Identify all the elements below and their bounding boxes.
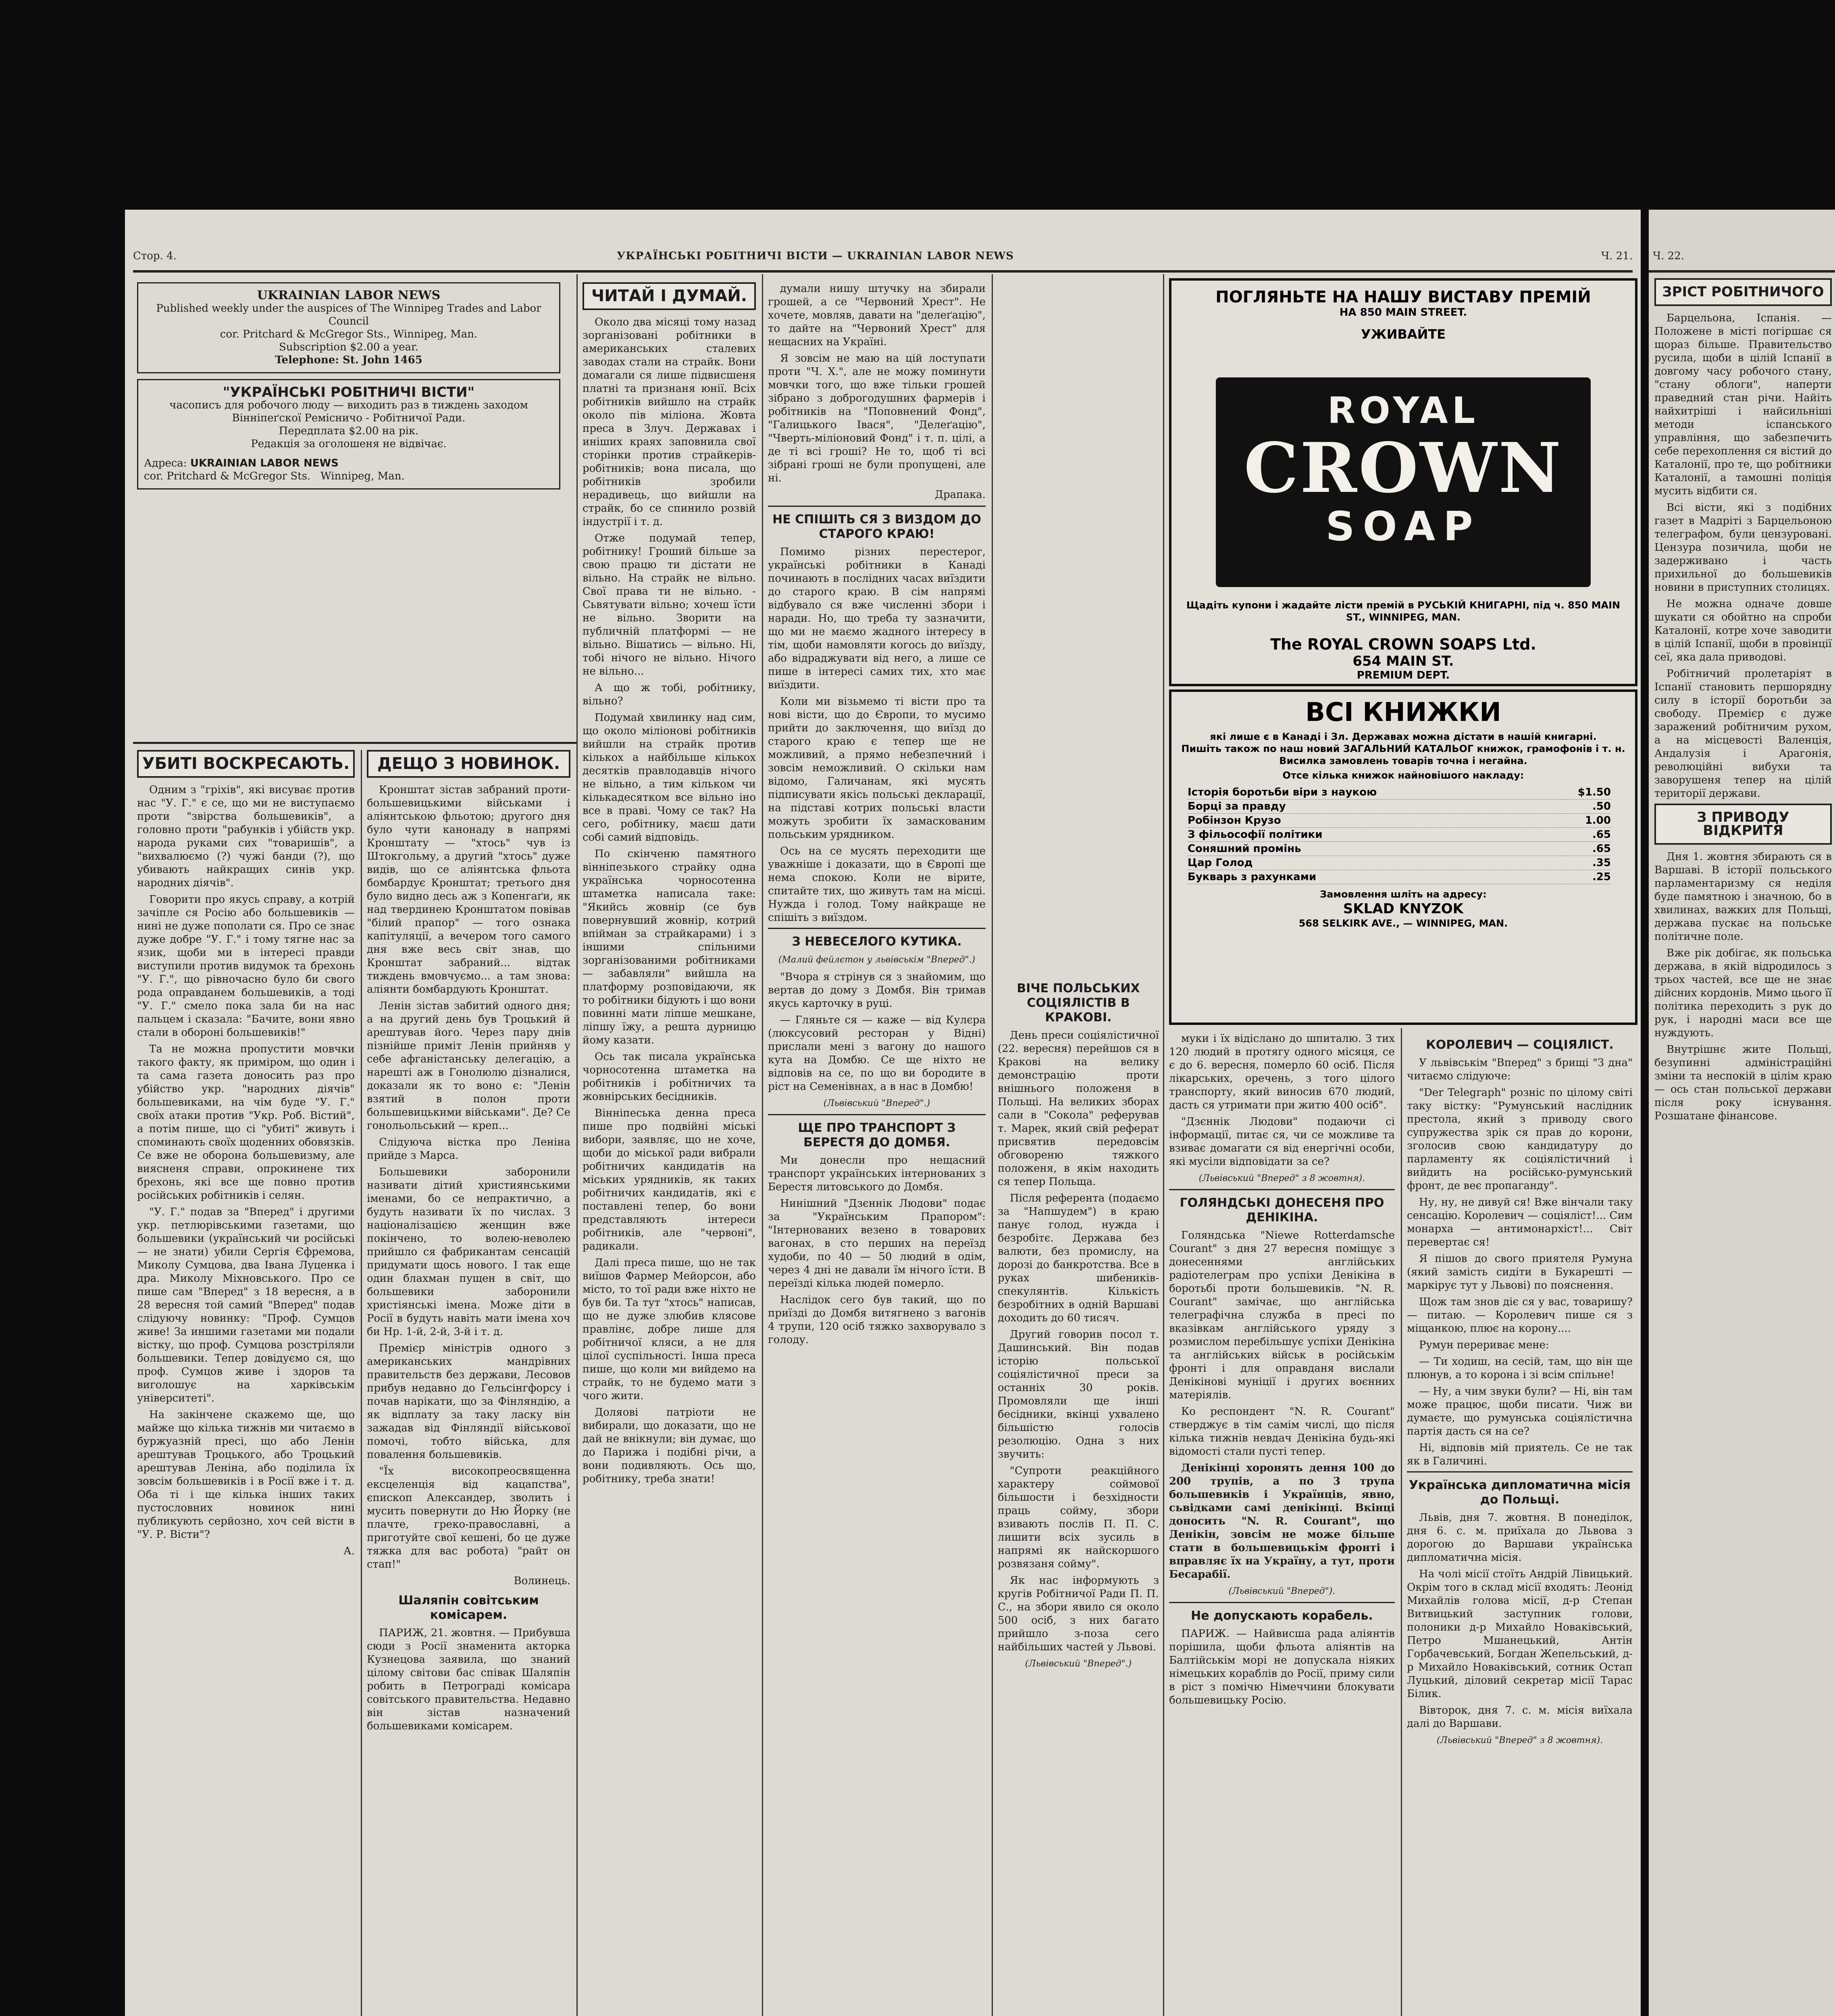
article-paragraph: День преси соціялістичної (22. вересня) перейшов ся в Кракові на велику демонстрацію проти внішнього положеня в Польщі. На великих зборах сали в "Сокола" реферував т. Марек, який свій реферат присвятив передовсім обговореню тяжкого положеня, в якім находить ся тепер Польща. [998, 1029, 1159, 1188]
header-rule [1649, 270, 1835, 273]
ad-company-dept: PREMIUM DEPT. [1356, 669, 1450, 681]
column-rule [992, 274, 993, 2016]
article-paragraph: Внутрішнє жите Польщі, безупинні адміністраційні зміни та неспокій в цілім краю — ось стан польської держави після року існування. Розшатане фінансове. [1654, 1043, 1832, 1122]
article-paragraph: А що ж тобі, робітнику, вільно? [583, 682, 756, 707]
article-paragraph: Всі вісти, які з подібних газет в Мадріті з Барцельоною телеграфом, були цензуровані. Цензура позичила, щоби не задерживано і часть прихильної до большевиків новини в приступних столицях. [1654, 502, 1832, 594]
article-source: (Львівський "Вперед" з 8 жовтня). [1436, 1735, 1603, 1745]
column-rule [361, 750, 362, 2016]
article-source: (Львівський "Вперед".) [823, 1098, 930, 1108]
article-paragraph: Я зовсім не маю на цій лоступати проти "Ч. Х.", але не можу поминути мовчки того, що вже тільки грошей зібрано з доброгодушних фармерів і робітників на "Поповнений Фонд", "Галицького Івася", "Делеґацію", "Чверть-міліоновий Фонд" і т. п. цілі, а де ті всі гроші? Не то, щоб ті всі зібрані гроші не були пропущені, але ні. [768, 352, 986, 484]
article-nespishit-title: НЕ СПІШІТЬ СЯ З ВИЗДОМ ДО СТАРОГО КРАЮ! [772, 512, 981, 541]
book-price: .65 [1562, 828, 1611, 842]
masthead-ua-desc: часописъ для робочого люду — виходить раз в тиждень заходом Вінніпеґскої Ремісничо - Робітничої Ради. [169, 399, 528, 424]
article-paragraph: Доляові патріоти не вибирали, що доказати, що не дай не внікнули; він думає, що до Парижа і подібні річи, а вони подивляють. Ось що, робітнику, треба знати! [583, 1406, 756, 1485]
article-viche-top [998, 282, 1159, 968]
divider [768, 506, 986, 507]
article-paragraph: Далі преса пише, що не так виїшов Фармер Мейорсон, або місто, то тої ради вже ніхто не був би. Та тут "хтось" написав, що не дуже злюбив клясове правлінє, добре лише для робітничої кляси, а не для цілої суспільності. Інша преса пише, що коли ми вийдемо на страйк, то не будемо мати з чого жити. [583, 1257, 756, 1402]
masthead-addr-label: Адреса: [144, 457, 187, 469]
books-title: ВСІ КНИЖКИ [1305, 698, 1501, 727]
article-paragraph: Помимо різних перестерог, українські робітники в Канаді починають в послідних часах виїздити до старого краю. В сім напрямі відбувало ся вже численні збори і наради. Но, що треба ту зазначити, що ми не маємо жадного інтересу в тім, щоби намовляти когось до виїзду, або відраджувати від него, а лише се пише в інтересі самих тих, хто має виїздити. [768, 546, 986, 691]
masthead-ua-price: Передплата $2.00 на рік. [279, 425, 419, 437]
next-page-column [1654, 278, 1832, 2016]
article-paragraph: Румун перериває мене: [1419, 1339, 1549, 1351]
ad-logo [1216, 377, 1591, 587]
header-rule [133, 270, 1633, 273]
masthead-published: Published weekly under the auspices of The Winnipeg Trades and Labor Council [156, 302, 541, 327]
divider [1169, 1189, 1395, 1190]
next-page [1649, 210, 1835, 2016]
article-paragraph: — Ти ходиш, на сесій, там, що він ще плюнув, а то корона і зі всім спільне! [1407, 1356, 1633, 1381]
ad-address-top: НА 850 MAIN STREET. [1339, 306, 1467, 319]
book-price: $1.50 [1562, 785, 1611, 800]
book-row [1188, 828, 1611, 842]
article-paragraph: Робітничий пролетаріят в Іспанії становить першорядну силу в історії боротьби за свободу. Премієр є дуже заражений робітничим рухом, а на місцевості Валенція, Андалузія і Арагонія, революційні вибухи та заворушеня тепер на цілій території держави. [1654, 668, 1832, 800]
book-price: .25 [1562, 870, 1611, 884]
masthead-ua-note: Редакція за оголошеня не відвічає. [251, 438, 447, 450]
section-rule [133, 742, 576, 744]
newspaper-page [125, 210, 1641, 2016]
article-paragraph: "Їх високопреосвященна ексцеленція від кацапства", єпископ Александер, зволить і мусить повернути до Ню Йорку (не плачте, греко-православні, а приготуйте свої кешені, бо це дуже тяжка для вас робота) "райт он стап!" [367, 1465, 570, 1570]
article-paragraph: муки і їх відіслано до шпиталю. З тих 120 людий в протягу одного місяця, се є до 6. вересня, померло 60 осіб. Після лікарських, оречень, з того цілого транспорту, який виносив 670 людий, дасть ся утримати при житю 400 осіб". [1169, 1033, 1395, 1111]
article-deshcho [367, 750, 570, 2016]
article-paragraph: Коли ми візьмемо ті вісти про та нові вісти, що до Європи, то мусимо прийти до заключення, що виїзд до старого краю є тепер ще не можливий, а прямо небезпечний і зовсім неможливий. О скільки нам відомо, Галичанам, які мусять підписувати якісь польські декларації, на підставі котрих польські власти можуть зробити їх замаскованим польським урядником. [768, 696, 986, 841]
article-paragraph: Большевики заборонили називати дітий християнськими іменами, бо се непрактично, а будуть називати їх по числах. З націоналізацією женщин вже покінчено, то волею-неволею прийшло ся фабрикантам сенсацій придумати щось нового. І так еще один блахман пущен в світ, що большевики заборонили христіянські імена. Може діти в Росії в будуть навіть мати імена хоч би Нр. 1-й, 2-й, 3-й і т. д. [367, 1166, 570, 1338]
article-paragraph: Премієр міністрів одного з американських мандрівних правительств без держави, Лесовов прибув недавно до Гельсінгфорсу і почав нарікати, що за Фінляндію, а як відплату за таку ласку він зажадав від Фінляндії військової помочі, тобто війська, для повалення большевиків. [367, 1342, 570, 1461]
books-send: Висилка замовлень товарів точна і негайна. [1279, 755, 1527, 766]
book-row [1188, 856, 1611, 870]
column-rule [1163, 274, 1164, 2016]
masthead-telephone: Telephone: St. John 1465 [275, 354, 422, 366]
divider [1169, 1602, 1395, 1603]
books-shop: SKLAD KNYZOK [1343, 901, 1464, 917]
books-shop-city: WINNIPEG, MAN. [1416, 918, 1508, 929]
article-korol-title: КОРОЛЕВИЧ — СОЦІЯЛІСТ. [1426, 1038, 1614, 1052]
article-paragraph: Як нас інформують з кругів Робітничої Ради П. П. С., на збори явило ся около 500 осіб, з них багато прийшло з-поза сего найбільших частей у Львові. [998, 1574, 1159, 1653]
article-paragraph: Щож там знов діє ся у вас, товаришу? — питаю. — Королевич пише ся з міщанкою, плює на корону.... [1407, 1296, 1633, 1335]
article-paragraph: Наслідок сего був такий, що по приїзді до Домбя витягнено з вагонів 4 трупи, 120 осіб тяжко захворувало з голоду. [768, 1294, 986, 1346]
article-source: (Львівський "Вперед"). [1228, 1586, 1336, 1596]
books-list-intro: Отсе кілька книжок найновішого накладу: [1282, 770, 1524, 781]
article-paragraph: "Супроти реакційного характеру соймової більшости і безхідности праць сойму, збори взивають послів П. П. С. лишити всіх зусиль в напрямі як найскоршого розвязаня сойму". [998, 1465, 1159, 1570]
article-signature: Драпака. [934, 489, 986, 501]
article-paragraph: Ко респондент "N. R. Courant" стверджує в тім самім числі, що після кілька тижнів невдач Денікіна будь-які відомості стали пусті тепер. [1169, 1406, 1395, 1458]
article-paragraph: Вінніпеська денна преса пише про подвійні міські вибори, заявляє, що не хоче, щоби до міської ради вибрали робітничих кандидатів на міських урядників, як таких робітничих кандидатів, які є поставлені тепер, бо вони представляють інтереси робітників, але "червоні", радикали. [583, 1107, 756, 1252]
book-name: Борці за правду [1188, 800, 1562, 814]
divider [1407, 1471, 1633, 1472]
books-shop-street: 568 SELKIRK AVE., [1298, 918, 1400, 929]
article-paragraph: Слідуюча вістка про Леніна прийде з Марса. [367, 1136, 570, 1162]
article-chytai [583, 282, 756, 2016]
ad-company-block [1180, 635, 1627, 681]
column-7 [1407, 1032, 1633, 2016]
book-name: Історія боротьби віри з наукою [1188, 785, 1562, 800]
article-paragraph: Я пішов до свого приятеля Румуна (який замість сидіти в Букарешті — маркірує тут у Львові) по пояснення. [1407, 1253, 1633, 1291]
divider [768, 1114, 986, 1115]
article-paragraph: По скінченю памятного вінніпезького страйку одна українська чорносотенна штаметка написала таке: "Якийсь жовнір (се був повернувший жовнір, котрий впійман за страйкарами) і з іншими спільними зорганізованими робітниками — забавляли" вийшла на платформу розповідаючи, як то робітники бідують і що вони повинні мати ліпше мешкане, ліпшу їжу, а решта дурницю йому казати. [583, 848, 756, 1046]
article-viche [998, 976, 1159, 2016]
article-paragraph: Ось так писала українська чорносотенна штаметка на робітників і робітничих та жовнірських бесідників. [583, 1051, 756, 1103]
book-row [1188, 870, 1611, 884]
column-4 [768, 282, 986, 2016]
book-row [1188, 842, 1611, 856]
article-nevesele-title: З НЕВЕСЕЛОГО КУТИКА. [792, 935, 962, 949]
masthead-name-en: UKRAINIAN LABOR NEWS [257, 288, 441, 302]
ad-brand-soap: SOAP [1325, 503, 1481, 550]
article-paragraph: Подумай хвилинку над сим, що около міліонові робітників вийшли на страйк против кількох а найбільше кількох десятків правлодавців нічого не вільно, а тим кільком чи кількадесятком все вільно іно все в праві. Чому се так? На сего, робітнику, маєш дати собі самий відповідь. [583, 712, 756, 843]
book-price: .35 [1562, 856, 1611, 870]
article-paragraph: — Ну, а чим звуки були? — Ні, він там може працює, щоби писати. Чиж ви думаєте, що румунська соціялістична партія дасть ся на се? [1407, 1385, 1633, 1437]
books-shop-address: 568 SELKIRK AVE., — WINNIPEG, MAN. [1298, 918, 1508, 929]
column-rule [576, 274, 578, 2016]
article-ubiti [137, 750, 355, 2016]
next-page-issue: Ч. 22. [1653, 250, 1684, 262]
book-name: Букварь з рахунками [1188, 870, 1562, 884]
article-paragraph: "Дзєннік Людови" подаючи сі інформації, питає ся, чи се можливе та взиває домагати ся від енергічні особи, які мусіли відповідати за се? [1169, 1116, 1395, 1168]
ad-brand-crown: CROWN [1244, 428, 1563, 508]
masthead-subscription: Subscription $2.00 a year. [279, 341, 418, 353]
masthead-addr-city: Winnipeg, Man. [320, 470, 405, 482]
books-order-note: Замовлення шліть на адресу: [1320, 889, 1487, 900]
ad-company-address: 654 MAIN ST. [1352, 653, 1454, 669]
article-shalyapin-title: Шаляпін совітським комісарем. [398, 1593, 539, 1622]
article-paragraph: Та не можна пропустити мовчки такого факту, як приміром, що один і та сама газета доносить раз про убійство укр. "народних діячів" большевиками, на чім буде "У. Г." своїх атаки против "Укр. Роб. Вістий", а потім пише, що сі "убиті" живуть і споминають своїх щоденних обовязків. Се вже не оборона большевизму, але виясненя справи, опрокинене тих брехонь, які все ще повно против російських робітників і селян. [137, 1043, 355, 1202]
article-signature: А. [343, 1545, 355, 1557]
article-paragraph: На закінчене скажемо ще, що майже що кілька тижнів ми читаємо в буржуазній пресі, що або Ленін арештував Троцького, або Троцький арештував Леніна, або поділила їх зовсім большевиків і в Росії вже і т. д. Оба ті і ще кілька інших таких пустословних новинок нині публикують серйозно, хоч сей вісти в "У. Р. Вісти"? [137, 1409, 355, 1541]
article-paragraph: "Вчора я стрінув ся з знайомим, що вертав до дому з Домбя. Він тримав якусь карточку в руці. [768, 971, 986, 1010]
article-signature: Волинець. [514, 1575, 570, 1587]
article-deshcho-title: ДЕЩО З НОВИНОК. [367, 750, 570, 778]
article-paragraph: Кронштат зістав забраний проти-большевицькими військами і аліянтською фльотою; другого дня було чути канонаду в напрямі Кронштату — "хтось" чув із Штокгольму, а другий "хтось" дуже видів, що се аліянтська фльота бомбардує Кронштат; третього дня було видно десь аж з Копенгаґи, як над твердинею Кронштатом повівав "білий прапор" — того ознака капітуляції, а вечером того самого дня вже весь світ знав, що Кронштат забраний... відтак тиждень вмовчуємо... а там знова: аліянти бомбардують Кронштат. [367, 784, 570, 996]
article-paragraph: думали нишу штучку на збирали грошей, а се "Червоний Хрест". Не хочете, мовляв, давати на "делеґацію", то дайте на "Червоний Хрест" для нещасних на Україні. [768, 283, 986, 348]
ad-save-line: Щадіть купони і жадайте лісти премій в РУСЬКІЙ КНИГАРНІ, під ч. 850 MAIN ST., WINNIPEG, MAN. [1186, 600, 1621, 623]
article-paragraph: Ми донесли про нещасний транспорт українських інтернованих з Берестя литовського до Домбя. [768, 1154, 986, 1193]
article-viche-title: ВІЧЕ ПОЛЬСЬКИХ СОЦІЯЛІСТІВ В КРАКОВІ. [1017, 981, 1140, 1025]
article-paragraph: Отже подумай тепер, робітнику! Гроший більше за свою працю ти дістати не вільно. На страйк не вільно. Свої права ти не вільно. - Сьвятувати вільно; хочеш їсти не вільно. Зворити на публичній платформі — не вільно. Вішатись — вільно. Ні, тобі нічого не вільно. Нічого не вільно... [583, 532, 756, 677]
paper-title: УКРАЇНСЬКІ РОБІТНИЧІ ВІСТИ — UKRAINIAN LABOR NEWS [617, 250, 1014, 262]
book-name: Робінзон Крузо [1188, 814, 1562, 828]
article-ubiti-title: УБИТІ ВОСКРЕСАЮТЬ. [137, 750, 355, 778]
book-name: Цар Голод [1188, 856, 1562, 870]
article-paragraph: Ну, ну, не дивуй ся! Вже вінчали таку сенсацію. Королевич — соціяліст!... Сим монарха — антимонархіст!... Світ перевертає ся! [1407, 1196, 1633, 1248]
article-golland-title: ГОЛЯНДСЬКІ ДОНЕСЕНЯ ПРО ДЕНІКІНА. [1180, 1196, 1384, 1225]
books-ad [1169, 689, 1637, 1025]
article-nevesele-sub: (Малий фейлєтон у львівськім "Вперед".) [778, 955, 976, 965]
page-number: Стор. 4. [133, 250, 177, 262]
article-paragraph: На чолі місії стоїть Андрій Лівицький. Окрім того в склад місії входять: Леонід Михайлів голова місії, д-р Степан Витвицький заступник голови, полоники д-р Михайло Новаківський, Петро Мшанецький, Антін Горбачевський, Богдан Жепельський, д-р Михайло Новаківський, сотник Остап Луцький, діловий секретар місії Тарас Білик. [1407, 1568, 1633, 1700]
book-price: .65 [1562, 842, 1611, 856]
ad-brand-royal: ROYAL [1327, 389, 1479, 432]
column-6 [1169, 1032, 1395, 2016]
divider [768, 928, 986, 929]
book-price: .50 [1562, 800, 1611, 814]
book-row [1188, 785, 1611, 800]
page-header [133, 246, 1633, 270]
article-nedop-title: Не допускають корабель. [1191, 1609, 1373, 1623]
article-paragraph: Около два місяці тому назад зорганізовані робітники в американських сталевих заводах стали на страйк. Вони домагали ся лише підвисшеня платні та признаня юнії. Всіх робітників вийшло на страйк около пів міліона. Жовта преса в Злуч. Державах і иніших краях заповнила свої сторінки против страйкерів-робітників; вона писала, що робітників зробили нерадивець, що вийшли на страйк, бо се спинило розвій індустрії і т. д. [583, 316, 756, 528]
article-chytai-title: ЧИТАЙ І ДУМАЙ. [583, 282, 756, 310]
article-paragraph: Нинішний "Дзєннік Людови" подає за "Українським Прапором": "Інтернованих везено в товарових вагонах, в сто перших на переїзд худоби, по 40 — 50 людий в одім, через 4 дні не давали їм нічого їсти. В переїзді кілька людей померло. [768, 1198, 986, 1289]
article-paragraph: Голяндська "Niewe Rotterdamsche Courant" з дня 27 вересня поміщує з донесеннями англійських радіотелеграм про успіхи Денікіна в боротьбі проти большевиків. "N. R. Courant" замічає, що англійська телеграфічна служба в пресі по вказівкам англійського уряду з розмислом перебільшує успіхи Денікіна та англійських військ в російськім фронті і для оправданя вислали Денікінові муніції і других воєнних матеріялів. [1169, 1229, 1395, 1401]
article-paragraph: Другий говорив посол т. Дашинський. Він подав історію польської соціялістичної преси за останніх 30 років. Промовляли ще інші бесідники, вкінці ухвалено більшістю голосів резолюцію. Одна з них звучить: [998, 1329, 1159, 1460]
ad-top: ПОГЛЯНЬТЕ НА НАШУ ВИСТАВУ ПРЕМІЙ [1215, 288, 1591, 306]
masthead [137, 282, 560, 734]
books-catalog: Пишіть також по наш новий ЗАГАЛЬНИЙ КАТАЛЬОГ книжок, грамофонів і т. н. [1181, 743, 1625, 754]
article-paragraph: Ось на се мусять переходити ще уважніше і доказати, що в Європі ще нема спокою. Коли не вірите, спитайте тих, що живуть там на місці. Нужда і голод. Тому найкраще не спішіть з виїздом. [768, 845, 986, 924]
masthead-addr-name: UKRAINIAN LABOR NEWS [190, 457, 339, 469]
article-ukr-title: Українська дипломатична місія до Польщі. [1409, 1478, 1631, 1507]
royal-crown-ad [1169, 278, 1637, 686]
article-paragraph: ПАРИЖ, 21. жовтня. — Прибувша сюди з Росії знаменита акторка Кузнецова заявила, що знаний цілому світови бас співак Шаляпін робить в Петрограді комісара совітського правительства. Недавно він зістав назначений большевиками комісарем. [367, 1627, 570, 1732]
masthead-address: cor. Pritchard & McGregor Sts., [220, 328, 390, 340]
issue-number: Ч. 21. [1601, 250, 1633, 262]
next-page-title-1: ЗРІСТ РОБІТНИЧОГО [1654, 278, 1832, 306]
article-paragraph: Говорити про якусь справу, а котрій зачіпле ся Росію або большевиків — нині не дуже пополати ся. Про се знає дуже добре "У. Г." і тому тягне нас за язик, щоби ми в інтересі правди виступили против видумок та брехонь "У. Г.", що рівночасно було би свого рода оправданем большевиків, а тоді "У. Г." смело пока зала би на нас пальцем і сказала: "Бачите, вони явно стали в обороні большевиків!" [137, 893, 355, 1039]
column-rule [762, 274, 763, 2016]
article-transport-title: ЩЕ ПРО ТРАНСПОРТ З БЕРЕСТЯ ДО ДОМБЯ. [798, 1121, 956, 1150]
article-paragraph: Після референта (подаємо за "Напшудем") в краю панує голод, нужда і безробітє. Держава без валюти, без промислу, на дорозі до банкротства. Все в руках шибеників-спекулянтів. Кількість безробітних в одній Варшаві доходить до 60 тисяч. [998, 1192, 1159, 1324]
article-paragraph: Одним з "гріхів", які висуває против нас "У. Г." є се, що ми не виступаємо проти "звірства большевиків", а головно проти "рабунків і убійств укр. народа руками сих "товаришів", а "вихвалюємо (?) чужі банди (?), що убивають найкращих синів укр. народних діячів". [137, 784, 355, 889]
article-paragraph: ПАРИЖ. — Найвисша рада аліянтів порішила, щоби фльота аліянтів на Балтійськім морі не допускала ніяких німецьких кораблів до Росії, приму сили в ріст з помічю Німеччини блокувати большевицьку Росію. [1169, 1628, 1395, 1706]
article-paragraph: Львів, дня 7. жовтня. В понеділок, дня 6. с. м. приїхала до Львова з дорогою до Варшави українська дипломатична місія. [1407, 1512, 1633, 1564]
article-paragraph: — Гляньте ся — каже — від Кулєра (люксусовий ресторан у Відні) прислали мені з вагону до нашого кута на Домбю. Се ще ніхто не відповів на се, по що ви бородите в ріст на Семенівнах, а в нас в Домбю! [768, 1014, 986, 1093]
article-paragraph: Денікінці хоронять дення 100 до 200 трупів, а по 3 трупа большевиків і Українців, явно, сьвідками самі денікінці. Вкінці доносить "N. R. Courant", що Денікін, зовсім не може більше стати в большевицькім фронті і вправляє їх на Україну, а тут, проти Бесарабії. [1169, 1462, 1395, 1581]
article-source: (Львівський "Вперед" з 8 жовтня). [1198, 1173, 1365, 1183]
article-paragraph: "Der Telegraph" розніс по цілому світі таку вістку: "Румунський наслідник престола, який з приводу свого супружества зрік ся прав до корони, зголосив свою кандидатуру до парламенту як соціялістичний і вийдить на російсько-румунський фронт, де веє пропаганду". [1407, 1087, 1633, 1192]
book-price: 1.00 [1562, 814, 1611, 828]
article-source: (Львівський "Вперед".) [1025, 1659, 1132, 1669]
books-price-list [1188, 785, 1611, 884]
masthead-name-ua: "УКРАЇНСЬКІ РОБІТНИЧІ ВІСТИ" [223, 384, 475, 400]
article-paragraph: Дня 1. жовтня збирають ся в Варшаві. В історії польського парламентаризму ся неділя буде памятною і значною, бо в хвилинах, важких для Польщі, держава пускає на польське політичне поле. [1654, 851, 1832, 943]
ad-company: The ROYAL CROWN SOAPS Ltd. [1270, 635, 1536, 653]
book-name: З фільософії політики [1188, 828, 1562, 842]
article-paragraph: "У. Г." подав за "Вперед" і другими укр. петлюрівськими газетами, що большевики (український чи російські — не знати) убили Сергія Єфремова, Миколу Сумцова, два Івана Луценка і дра. Миколу Міхновського. Про се пише сам "Вперед" з 18 вересня, а в 28 вересня той самий "Вперед" подав слідуючу новинку: "Проф. Сумцов живе! За иншими газетами ми подали вістку, що проф. Сумцова розстріляли большевики. Тепер довідуємо ся, що проф. Сумцов живе і здоров та виголошує на харківськім університеті". [137, 1206, 355, 1404]
article-paragraph: Вівторок, дня 7. с. м. місія виїхала далі до Варшави. [1407, 1704, 1633, 1730]
column-rule [1401, 1028, 1402, 2016]
next-page-title-2: З ПРИВОДУ ВІДКРИТЯ [1654, 804, 1832, 845]
masthead-addr-street: cor. Pritchard & McGregor Sts. [144, 470, 311, 482]
article-paragraph: Ленін зістав забитий одного дня; а на другий день був Троцький й арештував його. Через пару днів пізнійше приміт Ленін прийняв у себе афганістанську делегацію, а нарешті аж в Гонолюлю дізналися, доказали як то воно є: "Ленін взятий в полон проти большевицькими військами". Де? Се гонольольський — креп... [367, 1000, 570, 1132]
article-paragraph: Ні, відповів мій приятель. Се не так як в Галичині. [1407, 1442, 1633, 1467]
article-paragraph: Барцельона, Іспанія. — Положене в місті погіршає ся щораз більше. Правительство русила, щоби в цілій Іспанії в довгому часу робочого стану, "стану облоги", наперти праведний стан річи. Найіть найхитріші і найсильніші методи іспанського управління, що забезпечить себе перехоплення ся вістий до Каталонії, про те, що робітники Каталонії, а тамошні поліція мусить відбити ся. [1654, 312, 1832, 497]
article-paragraph: Вже рік добігає, як польська держава, в якій відродилось з трьох частей, все ще не знає дійсних кордонів. Мимо цього її політика переходить з рук до рук, і народні маси все ще нуждують. [1654, 947, 1832, 1039]
ad-use-label: УЖИВАЙТЕ [1361, 327, 1446, 342]
book-name: Соняшний промінь [1188, 842, 1562, 856]
book-row [1188, 800, 1611, 814]
book-row [1188, 814, 1611, 828]
article-paragraph: Не можна одначе довше шукати ся обойтно на спроби Каталонії, котре хоче заводити в цілій Іспанії, щоби в провінції сеї, яка дала приводові. [1654, 598, 1832, 663]
books-intro: які лише є в Канаді і Зл. Державах можна дістати в нашій книгарні. [1210, 731, 1597, 742]
masthead-city: Winnipeg, Man. [393, 328, 478, 340]
article-paragraph: У львівськім "Вперед" з брищі "З дна" читаємо слідуюче: [1407, 1057, 1633, 1082]
